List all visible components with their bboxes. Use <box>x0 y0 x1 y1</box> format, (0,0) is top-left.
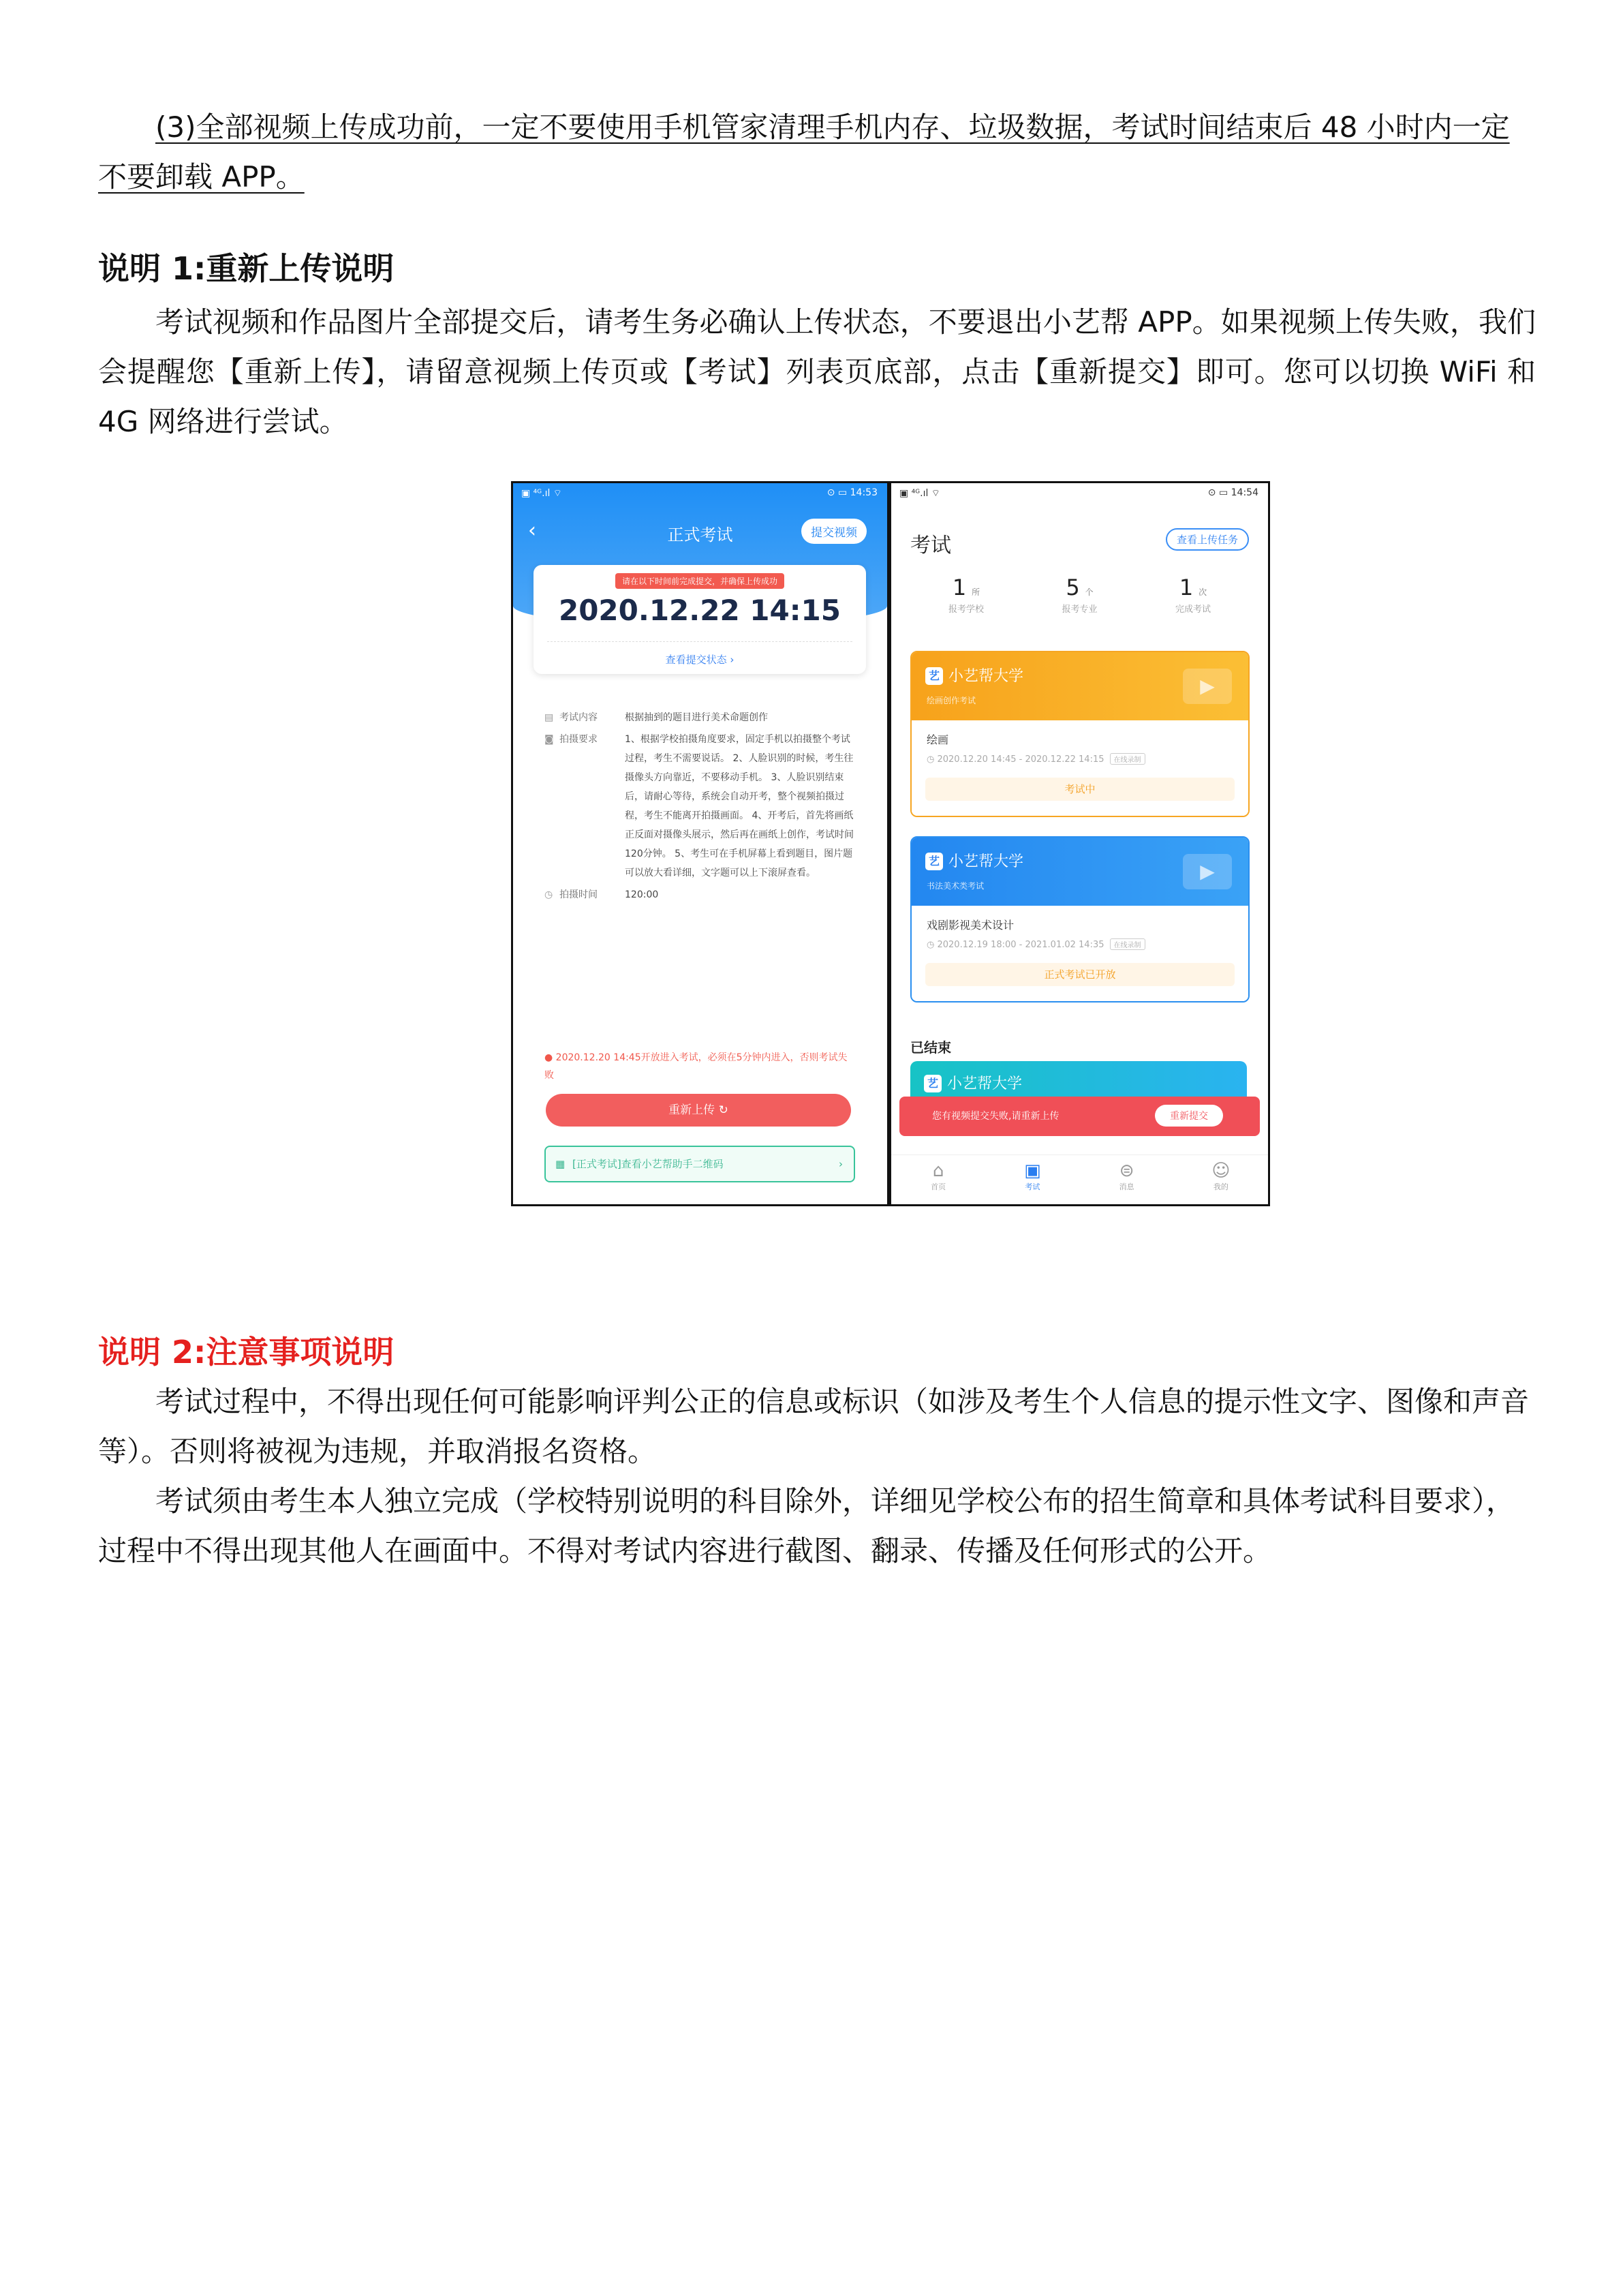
smile-icon: ☺ <box>1211 1161 1231 1181</box>
nav-exam[interactable]: ▣ 考试 <box>985 1155 1079 1204</box>
ended-section-title: 已结束 <box>910 1039 951 1056</box>
document-icon: ▤ <box>544 712 554 723</box>
upload-failed-toast: 您有视频提交失败,请重新上传 重新提交 <box>899 1097 1260 1136</box>
warning-text: ● 2020.12.20 14:45开放进入考试，必须在5分钟内进入，否则考试失败 <box>544 1052 848 1081</box>
exam-icon: ▣ <box>1024 1161 1041 1181</box>
play-icon: ▶ <box>1183 669 1232 704</box>
clock-icon: ◷ <box>544 889 553 900</box>
status-bar: ▣ ⁴ᴳ.ıl ⌔ ⊙ ▭ 14:53 <box>521 487 878 499</box>
play-icon: ▶ <box>1183 854 1232 889</box>
nav-messages[interactable]: ⊜ 消息 <box>1080 1155 1174 1204</box>
divider <box>547 641 852 642</box>
paragraph-reupload: 考试视频和作品图片全部提交后，请考生务必确认上传状态，不要退出小艺帮 APP。如果视频上传失败，我们会提醒您【重新上传】，请留意视频上传页或【考试】列表页底部，点击【重新提交】即可。您可以切换 WiFi 和 4G 网络进行尝试。 <box>98 305 1536 438</box>
qr-code-icon: ▦ <box>555 1158 566 1170</box>
exam-status-button[interactable]: 正式考试已开放 <box>925 963 1235 986</box>
stat-schools: 1 所 报考学校 <box>948 575 984 615</box>
reupload-button[interactable]: 重新上传 ↻ <box>546 1094 851 1127</box>
resubmit-button[interactable]: 重新提交 <box>1155 1105 1223 1127</box>
alert-icon: ● <box>544 1052 553 1063</box>
deadline-date: 2020.12.22 14:15 <box>558 594 841 627</box>
camera-icon: ◙ <box>544 734 554 745</box>
paragraph-notice-1: 考试过程中，不得出现任何可能影响评判公正的信息或标识（如涉及考生个人信息的提示性文字、图像和声音等）。否则将被视为违规，并取消报名资格。 <box>98 1385 1530 1468</box>
stat-exams: 1 次 完成考试 <box>1175 575 1211 615</box>
home-icon: ⌂ <box>932 1161 944 1181</box>
message-icon: ⊜ <box>1119 1161 1134 1181</box>
heading-reupload: 说明 1:重新上传说明 <box>98 250 395 287</box>
exam-card-drawing[interactable]: 艺 小艺帮大学 绘画创作考试 ▶ 绘画 ◷ 2020.12.20 14:45 - 2020.12.22 14:15 在线录制 考试中 <box>910 651 1250 817</box>
paragraph-notice-2: 考试须由考生本人独立完成（学校特别说明的科目除外，详细见学校公布的招生简章和具体考试科目要求），过程中不得出现其他人在画面中。不得对考试内容进行截图、翻录、传播及任何形式的公开。 <box>98 1484 1515 1567</box>
chevron-right-icon: › <box>839 1158 843 1170</box>
deadline-card <box>534 565 866 674</box>
stats-row <box>910 575 1249 615</box>
exam-card-design[interactable]: 艺 小艺帮大学 书法美术类考试 ▶ 戏剧影视美术设计 ◷ 2020.12.19 18:00 - 2021.01.02 14:35 在线录制 正式考试已开放 <box>910 836 1250 1002</box>
qr-helper-bar[interactable]: ▦ [正式考试]查看小艺帮助手二维码 › <box>544 1146 855 1182</box>
exam-time: ◷ 2020.12.20 14:45 - 2020.12.22 14:15 在线录制 <box>927 753 1145 765</box>
info-row: ◙ 拍摄要求 1、根据学校拍摄角度要求，固定手机以拍摄整个考试过程，考生不需要说话。 2、人脸识别的时候，考生往摄像头方向靠近，不要移动手机。 3、人脸识别结束后，请耐心等待，系统会自动开考，整个视频拍摄过程，考生不能离开拍摄画面。 4、开考后，首先将画纸正反面对摄像头展示，然后再在画纸上创作，考试时间120分钟。 5、考生可在手机屏幕上看到题目，图片题可以放大看详细，文字题可以上下滚屏查看。 <box>544 730 858 883</box>
screenshot-exam-detail <box>511 481 889 1206</box>
screenshot-exam-list <box>889 481 1270 1206</box>
view-upload-tasks-button[interactable]: 查看上传任务 <box>1166 528 1249 551</box>
stat-majors: 5 个 报考专业 <box>1062 575 1098 615</box>
page-title: 考试 <box>910 534 951 557</box>
info-row: ◷ 拍摄时间 120:00 <box>544 885 858 904</box>
heading-notice: 说明 2:注意事项说明 <box>98 1334 395 1371</box>
exam-status-button[interactable]: 考试中 <box>925 778 1235 801</box>
back-icon[interactable]: ‹ <box>528 519 536 542</box>
app-logo-icon: 艺 <box>925 853 943 870</box>
exam-info <box>544 708 858 907</box>
app-logo-icon: 艺 <box>925 667 943 685</box>
nav-profile[interactable]: ☺ 我的 <box>1174 1155 1268 1204</box>
deadline-tip: 请在以下时间前完成提交，并确保上传成功 <box>615 573 784 589</box>
app-logo-icon: 艺 <box>924 1075 942 1092</box>
submit-video-button[interactable]: 提交视频 <box>801 519 867 544</box>
bottom-nav <box>891 1154 1268 1204</box>
page-title: 正式考试 <box>667 525 733 545</box>
check-status-link[interactable]: 查看提交状态 › <box>665 654 735 666</box>
info-row: ▤ 考试内容 根据抽到的题目进行美术命题创作 <box>544 708 858 727</box>
exam-card-ended[interactable]: 艺 小艺帮大学 <box>910 1061 1247 1122</box>
note-3: (3)全部视频上传成功前，一定不要使用手机管家清理手机内存、垃圾数据，考试时间结束后 48 小时内一定不要卸载 APP。 <box>98 110 1510 194</box>
status-bar: ▣ ⁴ᴳ.ıl ⌔ ⊙ ▭ 14:54 <box>899 487 1258 499</box>
nav-home[interactable]: ⌂ 首页 <box>891 1155 985 1204</box>
exam-time: ◷ 2020.12.19 18:00 - 2021.01.02 14:35 在线录制 <box>927 938 1145 950</box>
